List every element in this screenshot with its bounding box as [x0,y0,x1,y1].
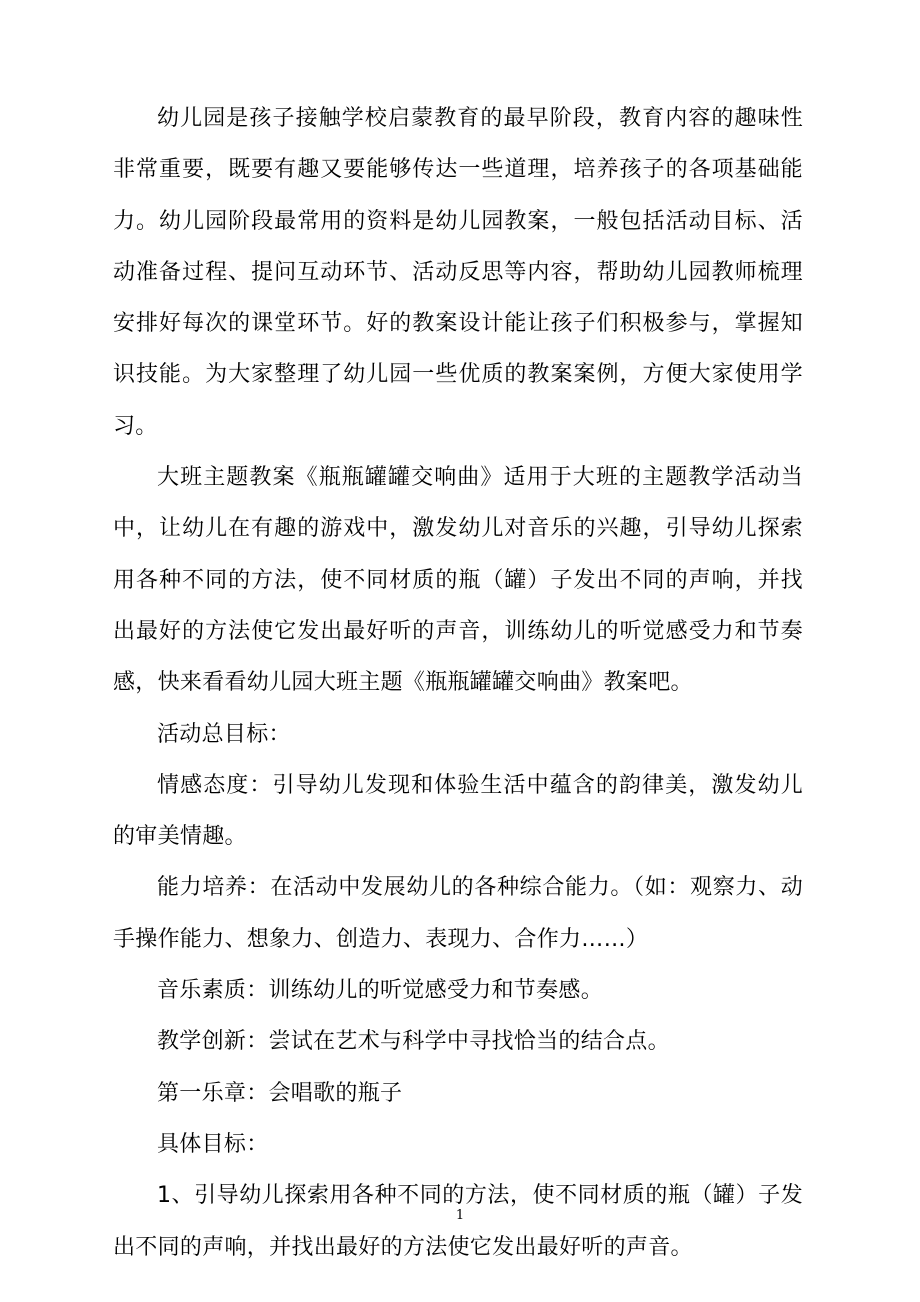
chapter-one-heading: 第一乐章：会唱歌的瓶子 [157,1080,403,1106]
goal-music-quality: 音乐素质：训练幼儿的听觉感受力和节奏感。 [157,978,604,1004]
document-body [113,93,803,1273]
goal-emotion-attitude: 情感态度：引导幼儿发现和体验生活中蕴含的韵律美，激发幼儿的审美情趣。 [113,772,803,850]
specific-goals-heading: 具体目标： [157,1131,269,1157]
lesson-description-paragraph: 大班主题教案《瓶瓶罐罐交响曲》适用于大班的主题教学活动当中，让幼儿在有趣的游戏中，激发幼儿对音乐的兴趣，引导幼儿探索用各种不同的方法，使不同材质的瓶（罐）子发出不同的声响，并找出最好的方法使它发出最好听的声音，训练幼儿的听觉感受力和节奏感，快来看看幼儿园大班主题《瓶瓶罐罐交响曲》教案吧。 [113,465,803,696]
specific-goal-item-1: 1、引导幼儿探索用各种不同的方法，使不同材质的瓶（罐）子发出不同的声响，并找出最好的方法使它发出最好听的声音。 [113,1183,803,1260]
goal-teaching-innovation: 教学创新：尝试在艺术与科学中寻找恰当的结合点。 [157,1029,670,1055]
intro-paragraph: 幼儿园是孩子接触学校启蒙教育的最早阶段，教育内容的趣味性非常重要，既要有趣又要能够传达一些道理，培养孩子的各项基础能力。幼儿园阶段最常用的资料是幼儿园教案，一般包括活动目标、活动准备过程、提问互动环节、活动反思等内容，帮助幼儿园教师梳理安排好每次的课堂环节。好的教案设计能让孩子们积极参与，掌握知识技能。为大家整理了幼儿园一些优质的教案案例，方便大家使用学习。 [113,106,803,439]
goal-ability-training: 能力培养：在活动中发展幼儿的各种综合能力。（如：观察力、动手操作能力、想象力、创造力、表现力、合作力……） [113,875,803,952]
overall-goals-heading: 活动总目标： [157,721,291,747]
page-number: 1 [455,1208,465,1223]
